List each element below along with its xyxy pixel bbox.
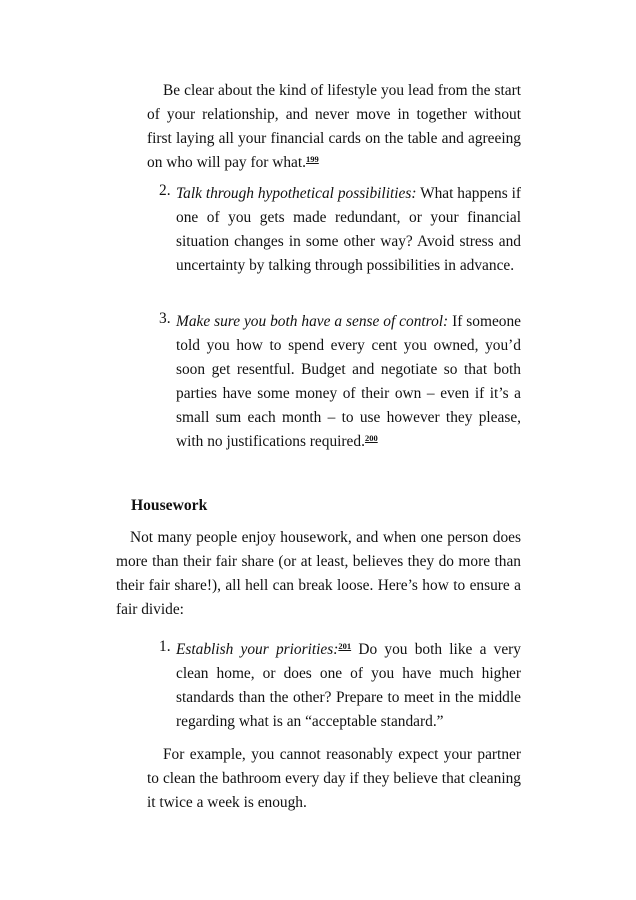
list-number: 2.: [159, 182, 171, 199]
paragraph-housework: Not many people enjoy housework, and when one person does more than their fair share (or at least, believes they do more than their fair share!), all hell can break loose. Here’s how to ensure a fair divide:: [116, 529, 521, 618]
footnote-ref-199[interactable]: 199: [306, 154, 319, 164]
paragraph-lifestyle: [147, 79, 521, 175]
list-number: 3.: [159, 310, 171, 327]
paragraph-lifestyle-text: Be clear about the kind of lifestyle you lead from the start of your relationship, and never move in together without first laying all your financial cards on the table and agreeing on who will pay for what.: [147, 82, 521, 171]
list-item-lead: Establish your priorities:: [176, 641, 339, 658]
list-item-lead: Talk through hypothetical possibilities:: [176, 185, 417, 202]
list-item-body: [176, 182, 521, 278]
list-item-text: If someone told you how to spend every cent you owned, you’d soon get resentful. Budget and negotiate so that both parties have some money of their own – even if it’s a small sum each month – to use however they please, with no justifications required.: [176, 313, 522, 450]
list-item-body: [176, 310, 521, 454]
paragraph-example: For example, you cannot reasonably expect your partner to clean the bathroom every day if they believe that cleaning it twice a week is enough.: [147, 746, 521, 811]
section-heading-housework: Housework: [131, 497, 208, 514]
list-item-lead: Make sure you both have a sense of control:: [176, 313, 449, 330]
footnote-ref-200[interactable]: 200: [364, 433, 378, 443]
footnote-ref-201[interactable]: 201: [338, 641, 352, 651]
list-item-body: [176, 638, 521, 734]
list-item-text: What happens if one of you gets made redundant, or your financial situation changes in some other way? Avoid stress and uncertainty by talking through possibilities in advance.: [176, 185, 521, 274]
list-item-text: Do you both like a very clean home, or does one of you have much higher standards than the other? Prepare to meet in the middle regarding what is an “acceptable standard.”: [176, 641, 521, 730]
list-number: 1.: [159, 638, 171, 655]
